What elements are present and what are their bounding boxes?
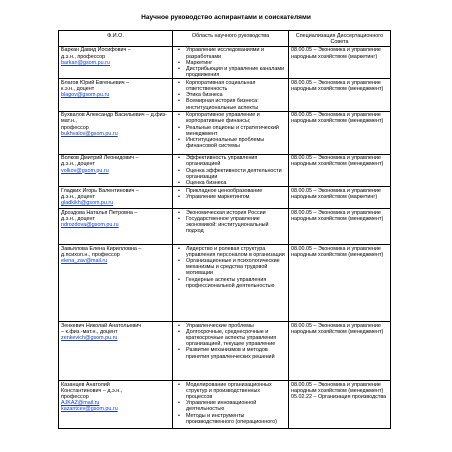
supervisor-name-line: к.э.н., доцент bbox=[61, 86, 95, 92]
research-area-list bbox=[175, 188, 286, 200]
email-link[interactable]: zenkevich@gsom.pu.ru bbox=[61, 335, 118, 342]
supervisor-name-line: д.э.н., профессор bbox=[61, 53, 106, 60]
list-item: • Государственное управление экономикой: институциональный подход bbox=[175, 216, 286, 235]
research-area-cell bbox=[173, 322, 289, 381]
research-area-cell bbox=[173, 381, 289, 429]
table-row bbox=[59, 111, 391, 154]
research-area-list bbox=[175, 112, 286, 149]
header-specialization: Специализация Диссертационного Совета bbox=[289, 31, 391, 47]
list-item: • Организационные и психологические механизмы и средства трудовой мотивации bbox=[175, 258, 286, 277]
specialization-text: 08.00.05 – Экономика и управление народным хозяйством (маркетинг) bbox=[291, 187, 381, 200]
specialization-cell bbox=[289, 245, 391, 322]
list-item: • Долгосрочные, среднесрочные и краткосрочные аспекты управления организацией, текущее управление bbox=[175, 329, 286, 348]
supervisor-name-line: Зенкевич Николай Анатольевич bbox=[61, 322, 142, 329]
table-row bbox=[59, 79, 391, 111]
page-title: Научное руководство аспирантами и соискателями bbox=[141, 14, 311, 21]
list-item: • Дистрибьюция и управление каналами продвижения bbox=[175, 66, 286, 78]
list-item: • Прикладное ценообразование bbox=[175, 188, 286, 194]
list-item: • Корпоративная социальная ответственность bbox=[175, 80, 286, 92]
research-area-cell bbox=[173, 187, 289, 209]
research-area-list bbox=[175, 47, 286, 78]
table-row bbox=[59, 209, 391, 245]
supervisor-name-line: Бухвалов Александр Васильевич – д.физ-мат.н., bbox=[61, 112, 167, 125]
table-header-row bbox=[59, 31, 391, 47]
research-area-cell bbox=[173, 111, 289, 154]
list-item: • Лидерство и ролевая структура управления персоналом в организации bbox=[175, 246, 286, 258]
specialization-text: 08.00.05 – Экономика и управление народным хозяйством (менеджмент) bbox=[291, 79, 384, 92]
supervisor-name-line: Казанцев Анатолий bbox=[61, 381, 110, 388]
specialization-cell bbox=[289, 187, 391, 209]
research-area-list bbox=[175, 155, 286, 186]
email-link[interactable]: AJKAZ@mail.ru bbox=[61, 400, 100, 407]
email-link[interactable]: elena_zav@mail.ru bbox=[61, 258, 108, 265]
research-area-list bbox=[175, 80, 286, 111]
supervisor-name-line: Гладких Игорь Валентинович – bbox=[61, 187, 139, 194]
list-item: • Управление маркетингом bbox=[175, 194, 286, 200]
supervisor-name-line: Волков Дмитрий Леонидович – bbox=[61, 155, 139, 162]
research-area-list bbox=[175, 246, 286, 289]
supervisor-name-line: Благов Юрий Евгеньевич – bbox=[61, 79, 130, 86]
supervisor-name-line: Дроздова Наталья Петровна – bbox=[61, 209, 138, 216]
research-area-cell bbox=[173, 79, 289, 111]
supervisor-cell bbox=[59, 245, 173, 322]
table-row bbox=[59, 245, 391, 322]
supervisor-name-line: д.э.н., доцент bbox=[61, 161, 95, 168]
email-link[interactable]: volkov@gsom.pu.ru bbox=[61, 167, 109, 174]
table-row bbox=[59, 187, 391, 209]
specialization-cell bbox=[289, 322, 391, 381]
email-link[interactable]: bukhvalov@gsom.pu.ru bbox=[61, 130, 118, 137]
list-item: • Экономическая история России bbox=[175, 210, 286, 216]
table-row bbox=[59, 381, 391, 429]
specialization-cell bbox=[289, 381, 391, 429]
list-item: • Моделирование организационных структур и производственных процессов bbox=[175, 382, 286, 401]
list-item: • Методы и инструменты производственного (операционного) bbox=[175, 413, 286, 425]
table-row bbox=[59, 47, 391, 79]
supervisor-name-line: д.психол.н., профессор bbox=[61, 251, 120, 258]
list-item: • Оценка эффективности деятельности организации bbox=[175, 168, 286, 180]
supervisor-name-line: – к.физ.-мат.н., доцент bbox=[61, 328, 118, 335]
email-link[interactable]: barkan@gsom.pu.ru bbox=[61, 59, 110, 66]
supervisor-name-line: Завьялова Елена Кирилловна – bbox=[61, 245, 142, 252]
email-link[interactable]: gladkikh@gsom.pu.ru bbox=[61, 200, 114, 207]
list-item: • Управленческие проблемы bbox=[175, 323, 286, 329]
specialization-text: 08.00.05 – Экономика и управление народным хозяйством (маркетинг) bbox=[291, 47, 381, 60]
research-area-list bbox=[175, 323, 286, 360]
specialization-text: 05.02.22 – Организация производства bbox=[291, 394, 387, 401]
specialization-cell bbox=[289, 154, 391, 186]
list-item: • Развитие механизмов и методов принятия управленческих решений bbox=[175, 347, 286, 359]
specialization-text: 08.00.05 – Экономика и управление народным хозяйством (менеджмент) bbox=[291, 112, 384, 125]
email-link[interactable]: ndrozdova@gsom.pu.ru bbox=[61, 222, 119, 229]
list-item: • Управление исследованиями и разработками bbox=[175, 47, 286, 59]
header-area: Область научного руководства bbox=[173, 31, 289, 47]
header-name: Ф.И.О. bbox=[59, 31, 173, 47]
list-item: • Управление инновационной деятельностью bbox=[175, 400, 286, 412]
supervisor-name-line: Константинович – д.э.н., bbox=[61, 387, 123, 394]
specialization-cell bbox=[289, 209, 391, 245]
supervisor-cell bbox=[59, 187, 173, 209]
table-row bbox=[59, 322, 391, 381]
list-item: • Реальные опционы и стратегический менеджмент bbox=[175, 125, 286, 137]
supervisor-name-line: д.э.н., доцент bbox=[61, 215, 95, 222]
specialization-text: 08.00.05 – Экономика и управление народным хозяйством (менеджмент) bbox=[291, 381, 384, 394]
supervisor-cell bbox=[59, 381, 173, 429]
supervisor-name-line: профессор bbox=[61, 394, 89, 401]
research-area-list bbox=[175, 210, 286, 235]
list-item: • Корпоративное управление и корпоративные финансы; bbox=[175, 112, 286, 124]
email-link[interactable]: kazantcev@gsom.pu.ru bbox=[61, 406, 118, 413]
list-item: • Всемирная история бизнеса: институциональные аспекты bbox=[175, 98, 286, 110]
research-area-cell bbox=[173, 154, 289, 186]
research-area-cell bbox=[173, 245, 289, 322]
list-item: • Оценка бизнеса bbox=[175, 180, 286, 186]
supervisor-name-line: профессор bbox=[61, 124, 89, 131]
list-item: • Гендерные аспекты управления профессиональной деятельностью bbox=[175, 277, 286, 289]
specialization-cell bbox=[289, 47, 391, 79]
list-item: • Эффективность управления организацией bbox=[175, 155, 286, 167]
specialization-cell bbox=[289, 111, 391, 154]
research-area-list bbox=[175, 382, 286, 425]
supervisor-cell bbox=[59, 322, 173, 381]
supervisor-cell bbox=[59, 209, 173, 245]
specialization-text: 08.00.05 – Экономика и управление народным хозяйством (менеджмент) bbox=[291, 209, 384, 222]
supervisors-table bbox=[58, 30, 391, 429]
supervisor-name-line: Баркан Давид Иосифович – bbox=[61, 47, 131, 54]
research-area-cell bbox=[173, 209, 289, 245]
specialization-text: 08.00.05 – Экономика и управление народным хозяйством (менеджмент) bbox=[291, 245, 384, 258]
specialization-text: 08.00.05 – Экономика и управление народным хозяйством (менеджмент) bbox=[291, 155, 384, 168]
research-area-cell bbox=[173, 47, 289, 79]
list-item: • Институциональные проблемы финансовой системы bbox=[175, 137, 286, 149]
specialization-text: 08.00.05 – Экономика и управление народным хозяйством (менеджмент) bbox=[291, 322, 384, 335]
supervisor-cell bbox=[59, 154, 173, 186]
email-link[interactable]: blagov@gsom.pu.ru bbox=[61, 92, 110, 99]
supervisor-cell bbox=[59, 79, 173, 111]
list-item: • Этика бизнеса bbox=[175, 92, 286, 98]
list-item: • Маркетинг bbox=[175, 60, 286, 66]
table-row bbox=[59, 154, 391, 186]
specialization-cell bbox=[289, 79, 391, 111]
supervisor-name-line: д.э.н., доцент bbox=[61, 193, 95, 200]
supervisor-cell bbox=[59, 111, 173, 154]
supervisor-cell bbox=[59, 47, 173, 79]
